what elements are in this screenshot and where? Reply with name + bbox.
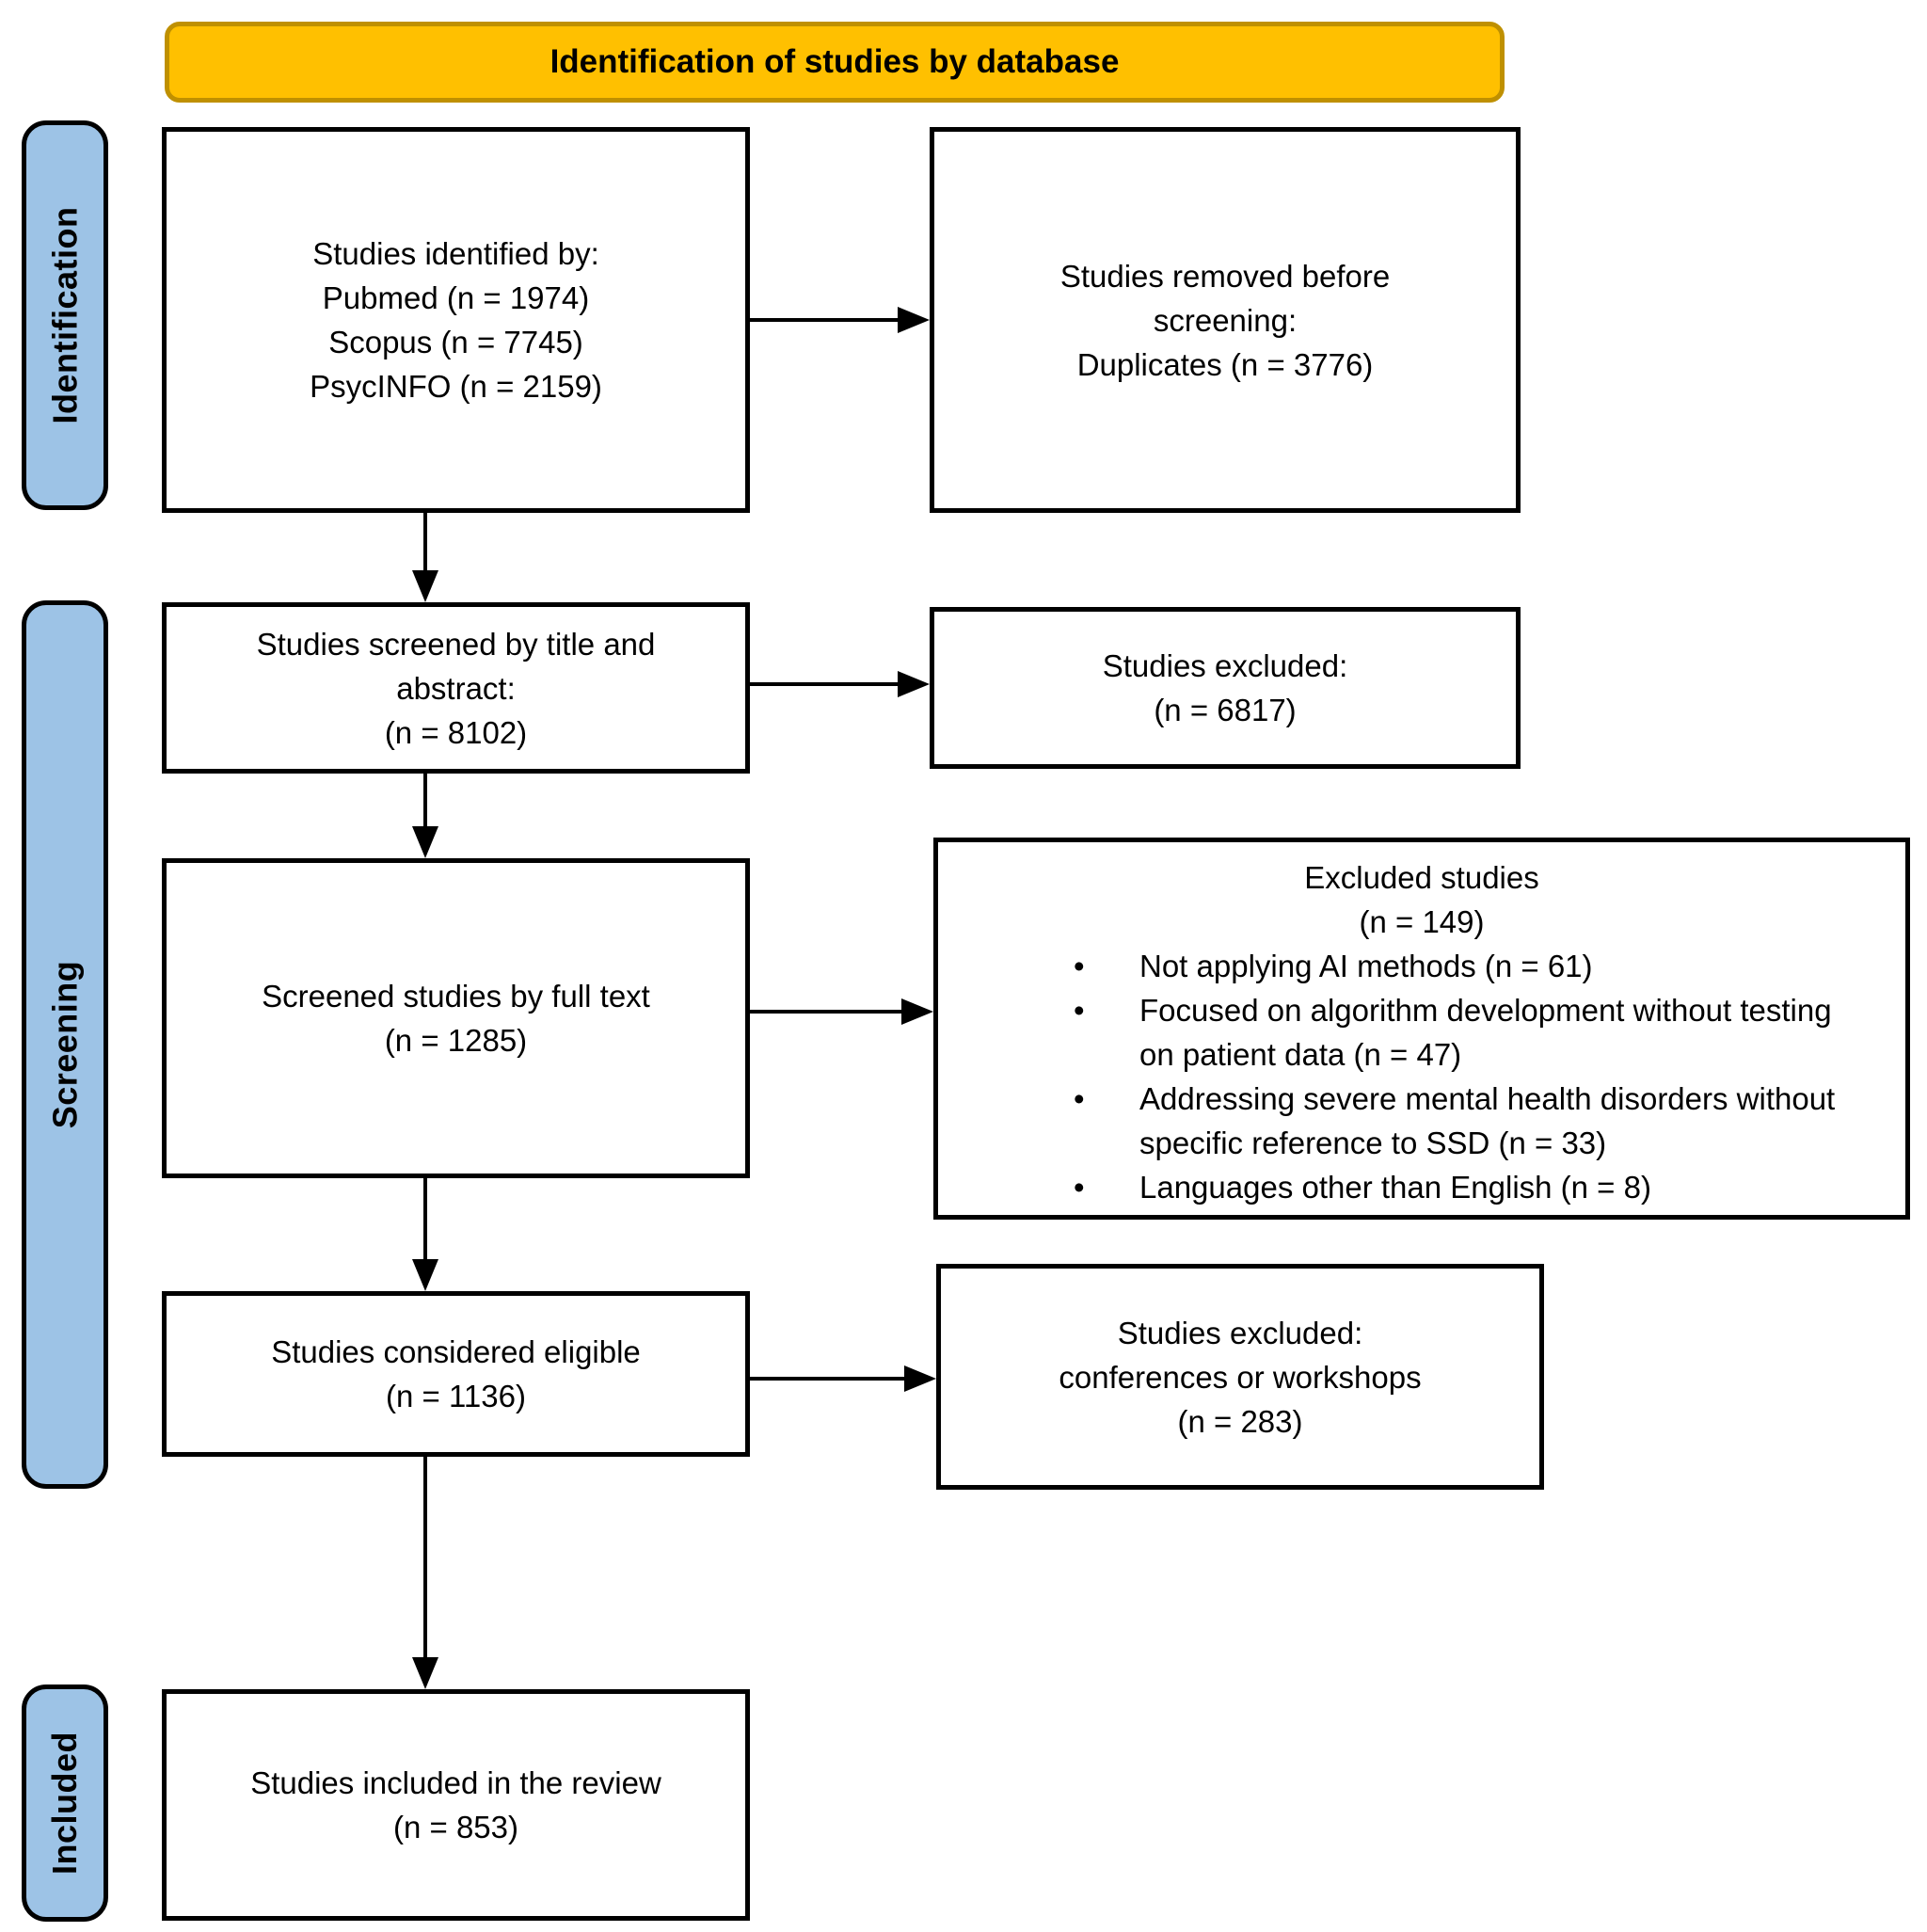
arrow-eligible-to-included xyxy=(412,1456,438,1689)
arrow-screened-to-fulltext xyxy=(412,774,438,858)
box-excluded-title-abstract xyxy=(930,607,1521,769)
list-item: • Languages other than English (n = 8) xyxy=(1064,1165,1873,1209)
stage-included-label: Included xyxy=(45,1731,85,1876)
stage-included xyxy=(22,1685,108,1922)
text-line: Pubmed (n = 1974) xyxy=(322,280,590,315)
text-line: Studies excluded: xyxy=(1117,1315,1363,1350)
arrow-identified-to-removed xyxy=(750,307,930,333)
box-screened-fulltext xyxy=(162,858,750,1178)
text-line: Studies excluded: xyxy=(1102,648,1348,683)
arrow-identified-to-screened xyxy=(412,513,438,602)
box-removed-before-screening xyxy=(930,127,1521,513)
arrow-eligible-to-conferences xyxy=(750,1365,936,1392)
diagram-title-banner xyxy=(165,22,1505,103)
box-screened-title-abstract xyxy=(162,602,750,774)
text-line: (n = 1136) xyxy=(386,1379,526,1413)
box-excluded-conferences xyxy=(936,1264,1544,1490)
stage-identification xyxy=(22,120,108,510)
arrow-screened-to-excluded xyxy=(750,671,930,697)
text-line: PsycINFO (n = 2159) xyxy=(310,369,602,404)
list-item: • Focused on algorithm development without testing on patient data (n = 47) xyxy=(1064,988,1873,1077)
text-line: Studies included in the review xyxy=(250,1765,661,1800)
arrow-fulltext-to-eligible xyxy=(412,1178,438,1291)
diagram-title: Identification of studies by database xyxy=(549,43,1120,80)
text-line: (n = 8102) xyxy=(384,714,528,750)
box-studies-identified xyxy=(162,127,750,513)
text-line: Excluded studies xyxy=(1304,860,1539,895)
text-line: Studies identified by: xyxy=(312,236,599,271)
stage-screening xyxy=(22,600,108,1489)
text-line: (n = 1285) xyxy=(384,1023,528,1058)
text-line: Scopus (n = 7745) xyxy=(328,325,583,359)
text-line: conferences or workshops xyxy=(1059,1359,1422,1395)
stage-identification-label: Identification xyxy=(45,206,84,424)
box-studies-eligible xyxy=(162,1291,750,1457)
text-line: Studies considered eligible xyxy=(271,1334,641,1369)
exclusion-reasons-list xyxy=(1064,944,1873,1209)
text-line: (n = 283) xyxy=(1177,1403,1303,1439)
stage-screening-label: Screening xyxy=(45,960,84,1129)
list-item: • Not applying AI methods (n = 61) xyxy=(1064,944,1873,988)
text-line: (n = 6817) xyxy=(1154,693,1297,727)
text-line: (n = 149) xyxy=(1359,904,1485,939)
arrow-fulltext-to-excluded xyxy=(750,998,933,1025)
text-line: (n = 853) xyxy=(393,1810,518,1844)
text-line: Screened studies by full text xyxy=(262,979,650,1014)
box-studies-included xyxy=(162,1689,750,1921)
text-line: abstract: xyxy=(396,670,516,706)
box-excluded-fulltext xyxy=(933,838,1910,1220)
text-line: screening: xyxy=(1153,302,1298,338)
text-line: Studies removed before xyxy=(1059,258,1391,294)
text-line: Duplicates (n = 3776) xyxy=(1076,346,1374,382)
list-item: • Addressing severe mental health disorders without specific reference to SSD (n = 33) xyxy=(1064,1077,1873,1165)
text-line: Studies screened by title and xyxy=(256,626,656,662)
